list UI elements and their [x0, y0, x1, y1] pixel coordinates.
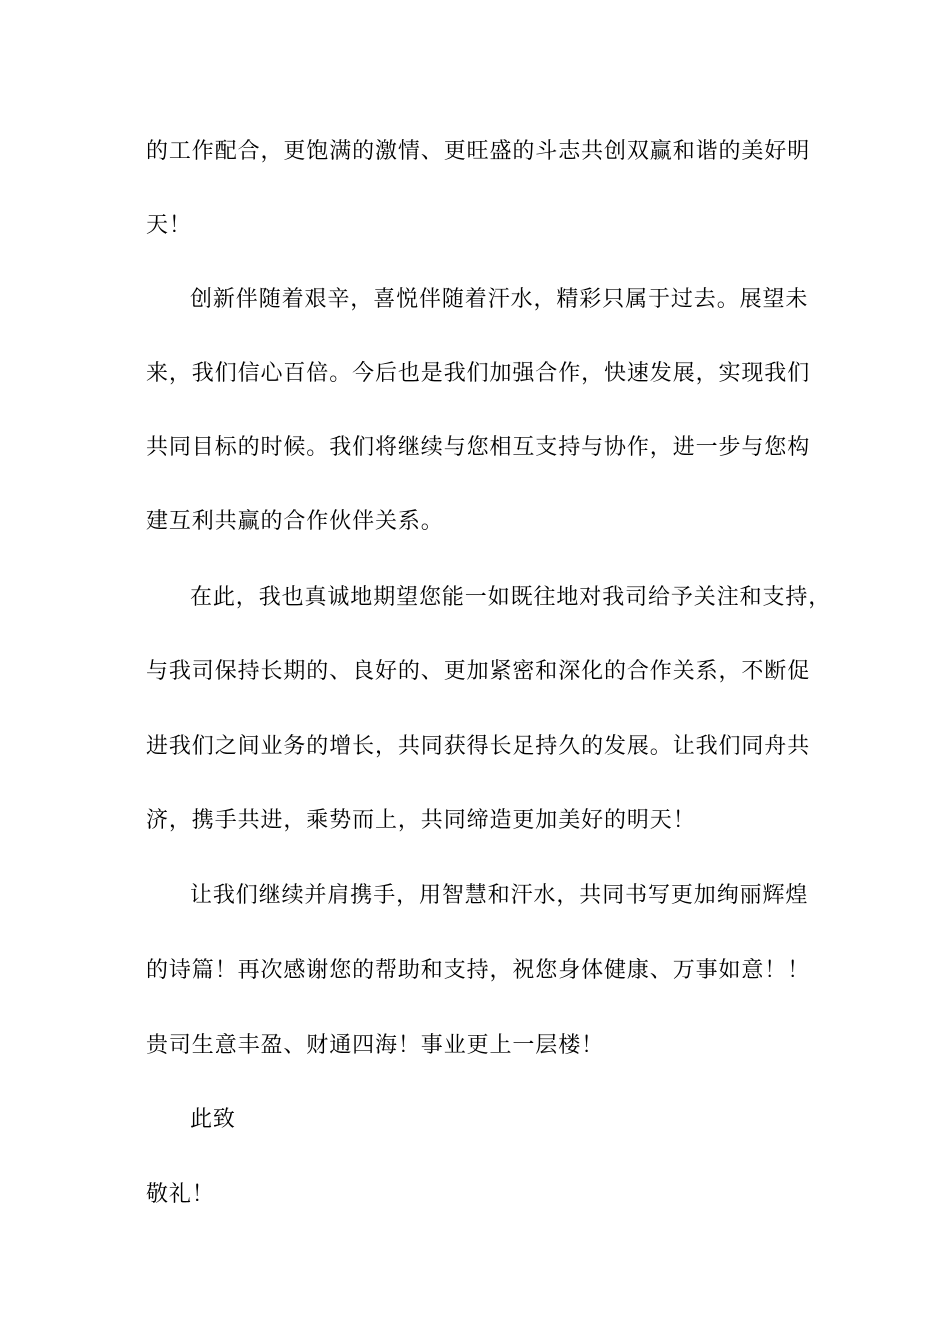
paragraph-start-line: 在此，我也真诚地期望您能一如既往地对我司给予关注和支持，	[190, 585, 832, 610]
text-line: 与我司保持长期的、良好的、更加紧密和深化的合作关系，不断促	[146, 659, 811, 684]
text-line: 共同目标的时候。我们将继续与您相互支持与协作，进一步与您构	[146, 435, 811, 460]
text-line: 建互利共赢的合作伙伴关系。	[146, 509, 444, 534]
text-line: 的诗篇！再次感谢您的帮助和支持，祝您身体健康、万事如意！！	[146, 958, 811, 983]
paragraph-start-line: 让我们继续并肩携手，用智慧和汗水，共同书写更加绚丽辉煌	[190, 883, 809, 908]
salutation: 敬礼！	[146, 1182, 215, 1207]
text-line: 进我们之间业务的增长，共同获得长足持久的发展。让我们同舟共	[146, 734, 811, 759]
text-line: 的工作配合，更饱满的激情、更旺盛的斗志共创双赢和谐的美好明	[146, 139, 811, 164]
text-line: 贵司生意丰盈、财通四海！事业更上一层楼！	[146, 1033, 605, 1058]
text-line: 天！	[146, 213, 192, 238]
closing-phrase: 此致	[190, 1107, 236, 1132]
paragraph-start-line: 创新伴随着艰辛，喜悦伴随着汗水，精彩只属于过去。展望未	[190, 287, 809, 312]
text-line: 来，我们信心百倍。今后也是我们加强合作，快速发展，实现我们	[146, 361, 811, 386]
text-line: 济，携手共进，乘势而上，共同缔造更加美好的明天！	[146, 808, 696, 833]
